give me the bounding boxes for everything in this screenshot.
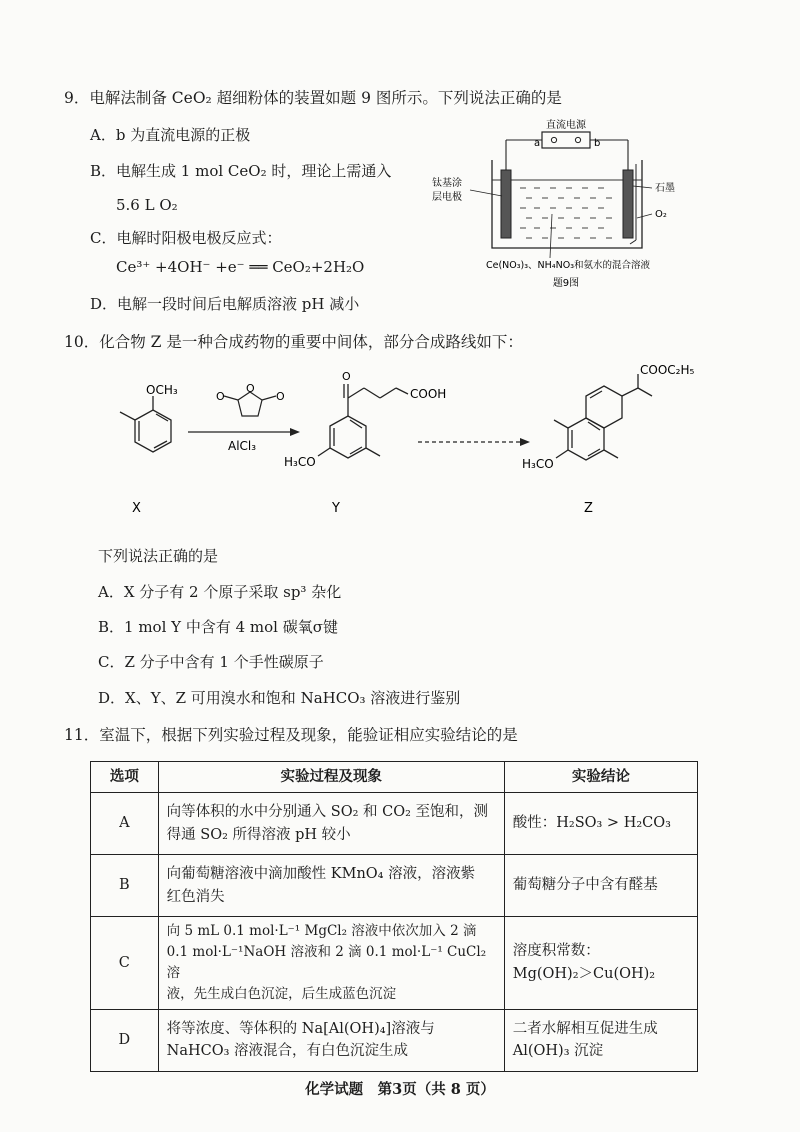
row-procedure xyxy=(158,793,504,855)
row-option: B xyxy=(91,855,159,917)
structure-y xyxy=(318,384,408,458)
y-carbonyl-o: O xyxy=(342,370,351,383)
anhydride-o-left: O xyxy=(216,390,225,403)
procedure-line: NaHCO₃ 溶液混合，有白色沉淀生成 xyxy=(166,1043,409,1060)
q10-option-a: A．X 分子有 2 个原子采取 sp³ 杂化 xyxy=(98,583,342,601)
row-conclusion xyxy=(504,917,697,1010)
structure-z xyxy=(554,374,652,460)
page-footer: 化学试题 第3页（共 8 页） xyxy=(305,1081,495,1098)
row-option: D xyxy=(91,1009,159,1071)
q10-sub-stem: 下列说法正确的是 xyxy=(98,547,219,565)
q9-option-c-equation: Ce³⁺ +4OH⁻ +e⁻ ══ CeO₂+2H₂O xyxy=(116,258,365,276)
q9-option-c: C．电解时阳极电极反应式： xyxy=(90,229,282,247)
left-electrode xyxy=(501,170,511,238)
figure-caption: 题9图 xyxy=(552,278,580,289)
x-methoxy-label: OCH₃ xyxy=(146,383,178,397)
power-supply xyxy=(506,132,628,170)
table-row xyxy=(91,793,698,855)
header-conclusion: 实验结论 xyxy=(504,762,697,793)
procedure-line: 液，先生成白色沉淀，后生成蓝色沉淀 xyxy=(166,985,397,1002)
z-ester-label: COOC₂H₅ xyxy=(640,363,695,377)
q9-figure xyxy=(430,118,710,296)
conclusion-line: 葡萄糖分子中含有醛基 xyxy=(512,877,658,894)
q10-option-b: B．1 mol Y 中含有 4 mol 碳氧σ键 xyxy=(98,618,338,636)
header-option: 选项 xyxy=(91,762,159,793)
table-row xyxy=(91,855,698,917)
anhydride-o-right: O xyxy=(276,390,285,403)
conclusion-line: Mg(OH)₂＞Cu(OH)₂ xyxy=(512,965,656,982)
z-methoxy-label: H₃CO xyxy=(522,457,554,471)
conclusion-line: 酸性：H₂SO₃ > H₂CO₃ xyxy=(512,815,671,832)
procedure-line: 向 5 mL 0.1 mol·L⁻¹ MgCl₂ 溶液中依次加入 2 滴 xyxy=(166,923,477,939)
conclusion-line: 溶度积常数： xyxy=(512,943,600,960)
conclusion-line: Al(OH)₃ 沉淀 xyxy=(512,1043,604,1060)
anhydride-o-ring: O xyxy=(246,382,255,395)
procedure-line: 得通 SO₂ 所得溶液 pH 较小 xyxy=(166,826,351,843)
q9-option-d: D．电解一段时间后电解质溶液 pH 减小 xyxy=(90,295,360,313)
right-electrode xyxy=(623,170,633,238)
y-cooh-label: COOH xyxy=(410,387,447,401)
row-option: A xyxy=(91,793,159,855)
row-option: C xyxy=(91,917,159,1010)
power-label: 直流电源 xyxy=(546,120,586,131)
structure-x xyxy=(120,396,171,452)
q10-stem: 10．化合物 Z 是一种合成药物的重要中间体，部分合成路线如下： xyxy=(64,333,523,351)
label-x: X xyxy=(132,501,141,516)
o2-label: O₂ xyxy=(655,209,667,220)
row-procedure xyxy=(158,1009,504,1071)
cell-container xyxy=(492,160,642,248)
procedure-line: 向葡萄糖溶液中滴加酸性 KMnO₄ 溶液，溶液紫 xyxy=(166,866,476,883)
row-conclusion xyxy=(504,855,697,917)
q9-option-a: A．b 为直流电源的正极 xyxy=(90,126,251,144)
terminal-a: a xyxy=(534,138,541,149)
q11-table xyxy=(90,761,698,1072)
table-header-row xyxy=(91,762,698,793)
procedure-line: 0.1 mol·L⁻¹NaOH 溶液和 2 滴 0.1 mol·L⁻¹ CuCl₂ 溶 xyxy=(166,943,487,981)
procedure-line: 向等体积的水中分别通入 SO₂ 和 CO₂ 至饱和，测 xyxy=(166,804,489,821)
anhydride xyxy=(224,392,276,416)
label-y: Y xyxy=(332,501,340,516)
table-row xyxy=(91,917,698,1010)
conclusion-line: 二者水解相互促进生成 xyxy=(512,1020,658,1037)
solution-label: Ce(NO₃)₃、NH₄NO₃和氨水的混合溶液 xyxy=(485,260,651,271)
catalyst-label: AlCl₃ xyxy=(228,439,257,453)
left-electrode-label-2: 层电极 xyxy=(432,192,462,203)
y-methoxy-label: H₃CO xyxy=(284,455,316,469)
q10-option-d: D．X、Y、Z 可用溴水和饱和 NaHCO₃ 溶液进行鉴别 xyxy=(98,689,461,707)
procedure-line: 将等浓度、等体积的 Na[Al(OH)₄]溶液与 xyxy=(166,1020,435,1037)
label-z: Z xyxy=(584,501,593,516)
row-procedure xyxy=(158,855,504,917)
terminal-b: b xyxy=(594,138,601,149)
row-procedure xyxy=(158,917,504,1010)
q10-option-c: C．Z 分子中含有 1 个手性碳原子 xyxy=(98,653,324,671)
q11-stem: 11．室温下，根据下列实验过程及现象，能验证相应实验结论的是 xyxy=(64,726,518,744)
solution-dashes xyxy=(520,188,612,238)
left-electrode-label-1: 钛基涂 xyxy=(432,178,462,189)
table-row xyxy=(91,1009,698,1071)
q10-synthesis-scheme xyxy=(80,362,720,522)
q9-stem: 9．电解法制备 CeO₂ 超细粉体的装置如题 9 图所示。下列说法正确的是 xyxy=(64,89,562,107)
q9-option-b: B．电解生成 1 mol CeO₂ 时，理论上需通入 xyxy=(90,162,392,180)
right-electrode-label: 石墨 xyxy=(655,183,675,194)
q9-option-b-cont: 5.6 L O₂ xyxy=(116,196,178,214)
header-procedure: 实验过程及现象 xyxy=(158,762,504,793)
procedure-line: 红色消失 xyxy=(166,888,225,905)
row-conclusion xyxy=(504,1009,697,1071)
row-conclusion xyxy=(504,793,697,855)
